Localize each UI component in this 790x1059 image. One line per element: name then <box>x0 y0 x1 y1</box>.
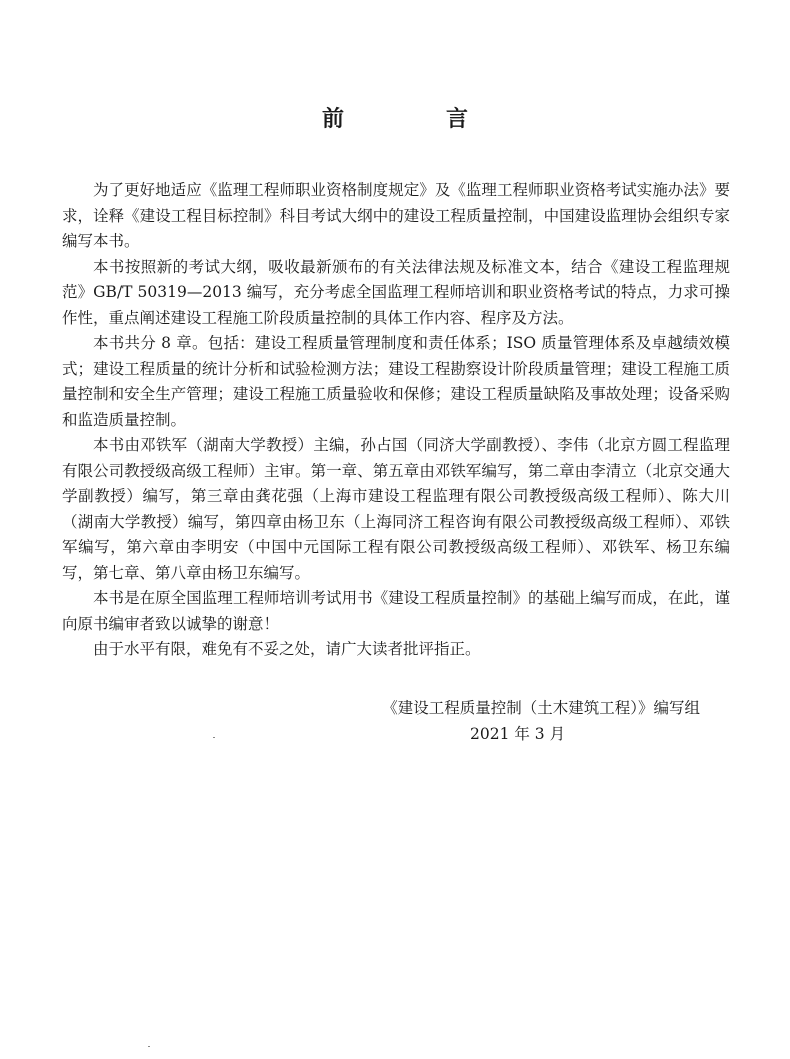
scan-speck <box>213 737 215 738</box>
paragraph-6: 由于水平有限，难免有不妥之处，请广大读者批评指正。 <box>93 640 481 658</box>
paragraph-5: 本书是在原全国监理工程师培训考试用书《建设工程质量控制》的基础上编写而成，在此，谨向原书编审者致以诚挚的谢意！ <box>62 589 730 633</box>
scan-speck <box>148 1046 150 1047</box>
paragraph-4: 本书由邓铁军（湖南大学教授）主编，孙占国（同济大学副教授）、李伟（北京方圆工程监理有限公司教授级高级工程师）主审。第一章、第五章由邓铁军编写，第二章由李清立（北京交通大学副教授）编写，第三章由龚花强（上海市建设工程监理有限公司教授级高级工程师）、陈大川（湖南大学教授）编写，第四章由杨卫东（上海同济工程咨询有限公司教授级高级工程师）、邓铁军编写，第六章由李明安（中国中元国际工程有限公司教授级高级工程师）、邓铁军、杨卫东编写，第七章、第八章由杨卫东编写。 <box>62 436 730 582</box>
page-title: 前 言 <box>321 107 508 132</box>
preface-body <box>62 178 730 663</box>
signature-line: 《建设工程质量控制（土木建筑工程）》编写组 <box>382 699 700 717</box>
signature-date: 2021 年 3 月 <box>470 725 566 743</box>
paragraph-1: 为了更好地适应《监理工程师职业资格制度规定》及《监理工程师职业资格考试实施办法》要求，诠释《建设工程目标控制》科目考试大纲中的建设工程质量控制，中国建设监理协会组织专家编写本书。 <box>62 181 730 250</box>
paragraph-2: 本书按照新的考试大纲，吸收最新颁布的有关法律法规及标准文本，结合《建设工程监理规范》GB/T 50319—2013 编写，充分考虑全国监理工程师培训和职业资格考试的特点，力求可操作性，重点阐述建设工程施工阶段质量控制的具体工作内容、程序及方法。 <box>62 257 730 327</box>
paragraph-3: 本书共分 8 章。包括：建设工程质量管理制度和责任体系；ISO 质量管理体系及卓越绩效模式；建设工程质量的统计分析和试验检测方法；建设工程勘察设计阶段质量管理；建设工程施工质量控制和安全生产管理；建设工程施工质量验收和保修；建设工程质量缺陷及事故处理；设备采购和监造质量控制。 <box>62 334 730 429</box>
